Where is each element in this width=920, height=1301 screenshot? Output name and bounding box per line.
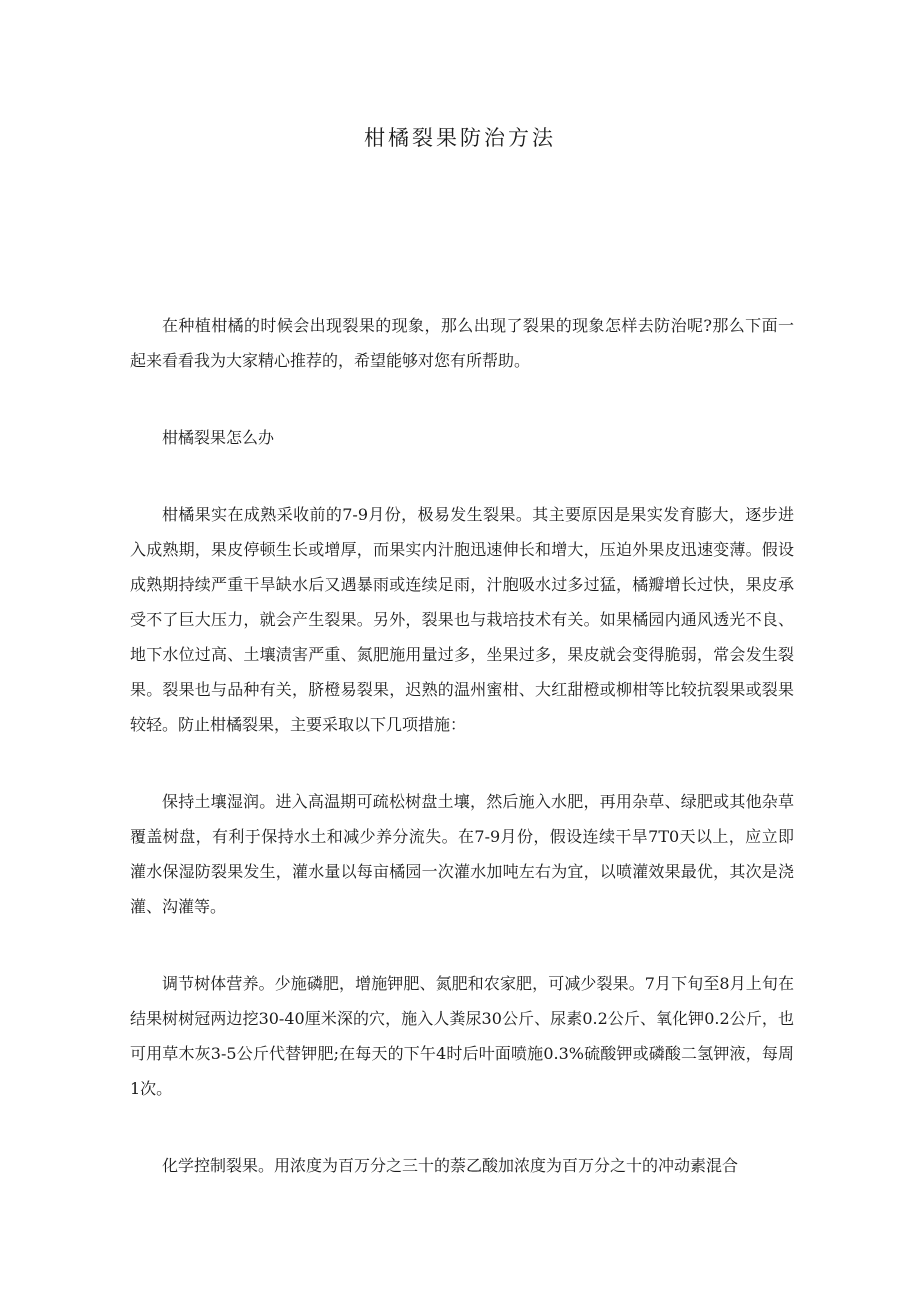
- document-body: [130, 308, 794, 1225]
- chemical-control-paragraph: 化学控制裂果。用浓度为百万分之三十的萘乙酸加浓度为百万分之十的冲动素混合: [162, 1156, 739, 1175]
- cause-paragraph: 柑橘果实在成熟采收前的7-9月份，极易发生裂果。其主要原因是果实发育膨大，逐步进入成熟期，果皮停顿生长或增厚，而果实内汁胞迅速伸长和增大，压迫外果皮迅速变薄。假设成熟期持续严重干旱缺水后又遇暴雨或连续足雨，汁胞吸水过多过猛，橘瓣增长过快，果皮承受不了巨大压力，就会产生裂果。另外，裂果也与栽培技术有关。如果橘园内通风透光不良、地下水位过高、土壤渍害严重、氮肥施用量过多，坐果过多，果皮就会变得脆弱，常会发生裂果。裂果也与品种有关，脐橙易裂果，迟熟的温州蜜柑、大红甜橙或柳柑等比较抗裂果或裂果较轻。防止柑橘裂果，主要采取以下几项措施：: [130, 505, 794, 734]
- section-heading: 柑橘裂果怎么办: [162, 428, 275, 447]
- nutrition-paragraph: 调节树体营养。少施磷肥，增施钾肥、氮肥和农家肥，可减少裂果。7月下旬至8月上旬在结果树树冠两边挖30-40厘米深的穴，施入人粪尿30公斤、尿素0.2公斤、氧化钾0.2公斤，也可用草木灰3-5公斤代替钾肥;在每天的下午4时后叶面喷施0.3%硫酸钾或磷酸二氢钾液，每周1次。: [130, 974, 794, 1098]
- soil-moisture-paragraph: 保持土壤湿润。进入高温期可疏松树盘土壤，然后施入水肥，再用杂草、绿肥或其他杂草覆盖树盘，有利于保持水土和减少养分流失。在7-9月份，假设连续干旱7T0天以上，应立即灌水保湿防裂果发生，灌水量以每亩橘园一次灌水加吨左右为宜，以喷灌效果最优，其次是浇灌、沟灌等。: [130, 792, 794, 916]
- document-title: 柑橘裂果防治方法: [364, 126, 556, 150]
- intro-paragraph: 在种植柑橘的时候会出现裂果的现象，那么出现了裂果的现象怎样去防治呢?那么下面一起来看看我为大家精心推荐的，希望能够对您有所帮助。: [130, 316, 794, 370]
